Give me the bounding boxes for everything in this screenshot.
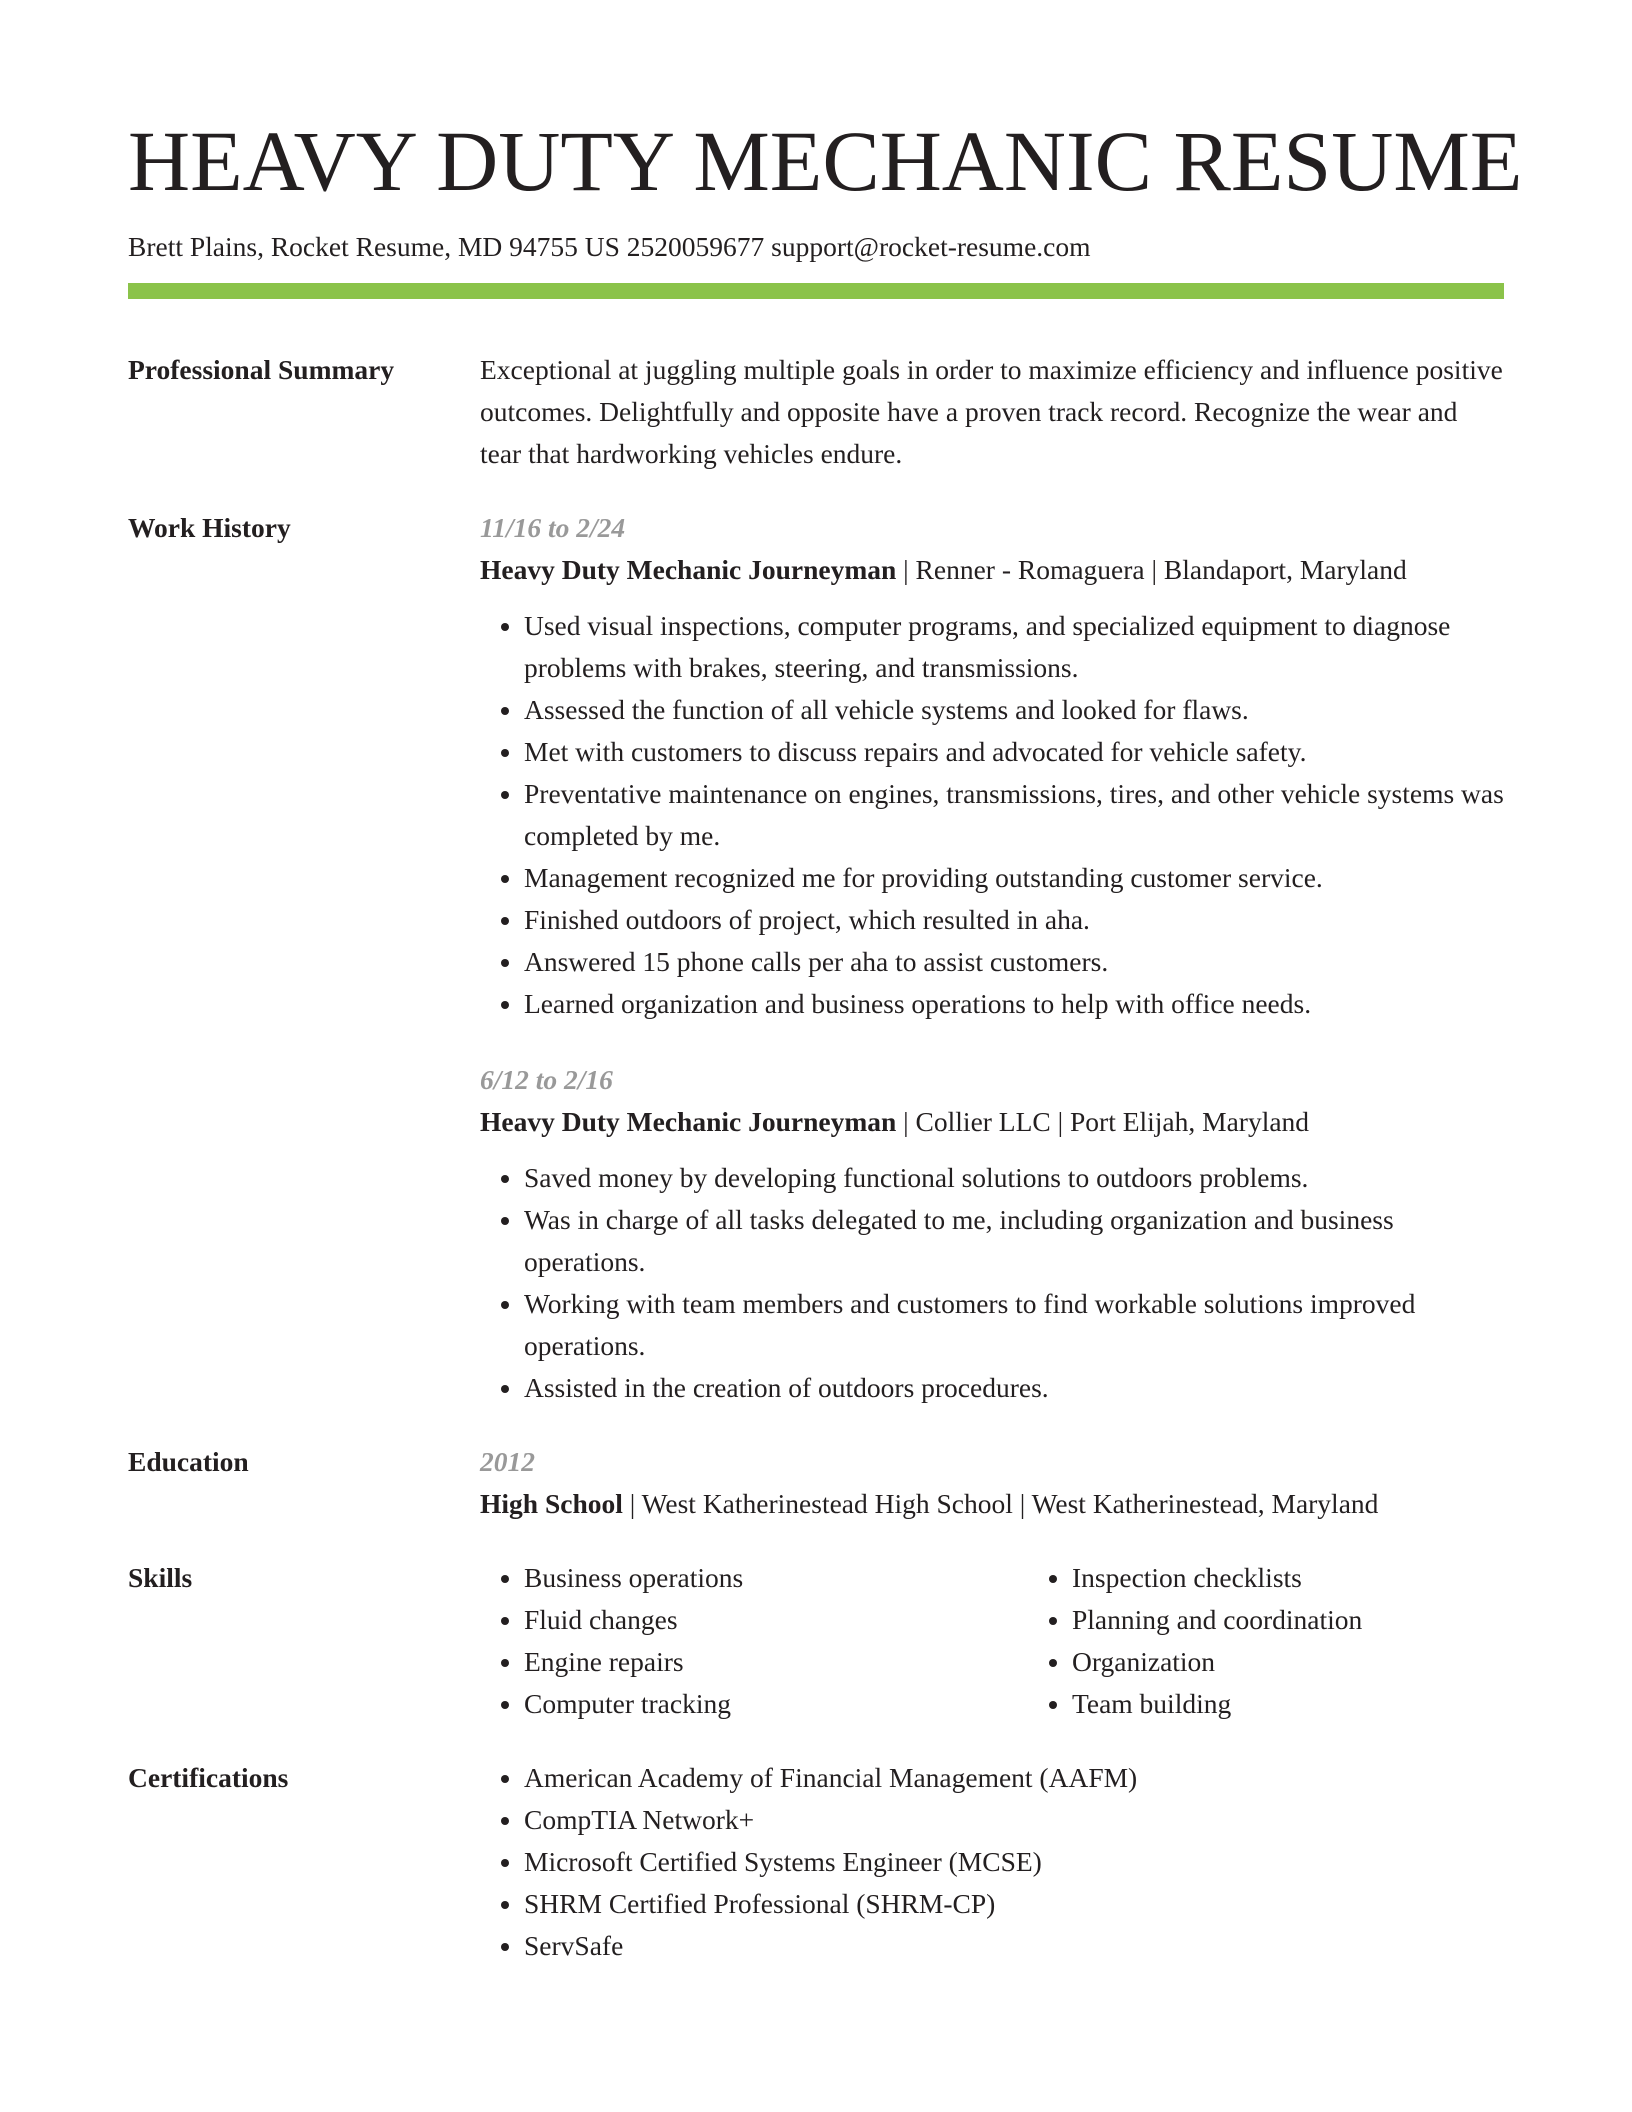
education-section (128, 1441, 1504, 1525)
job-title: Heavy Duty Mechanic Journeyman (480, 554, 897, 585)
list-item: • Assisted in the creation of outdoors procedures. (524, 1367, 1504, 1409)
education-heading (480, 1483, 1504, 1525)
certifications-list (480, 1757, 1504, 1967)
list-item: • Management recognized me for providing outstanding customer service. (524, 857, 1504, 899)
accent-divider (128, 283, 1504, 299)
resume-title: HEAVY DUTY MECHANIC RESUME (128, 113, 1523, 209)
job-heading (480, 1101, 1504, 1143)
list-item: • American Academy of Financial Management (AAFM) (524, 1757, 1504, 1799)
certifications-label: Certifications (128, 1762, 289, 1793)
skills-label: Skills (128, 1562, 193, 1593)
list-item: • Learned organization and business operations to help with office needs. (524, 983, 1504, 1025)
list-item: • Engine repairs (524, 1641, 1028, 1683)
education-body (480, 1441, 1504, 1525)
list-item: • Inspection checklists (1072, 1557, 1572, 1599)
education-label: Education (128, 1446, 249, 1477)
list-item: • SHRM Certified Professional (SHRM-CP) (524, 1883, 1504, 1925)
list-item: • Answered 15 phone calls per aha to assist customers. (524, 941, 1504, 983)
list-item: • Met with customers to discuss repairs and advocated for vehicle safety. (524, 731, 1504, 773)
contact-line: Brett Plains, Rocket Resume, MD 94755 US 2520059677 support@rocket-resume.com (128, 231, 1091, 262)
list-item: • Used visual inspections, computer programs, and specialized equipment to diagnose problems with brakes, steering, and transmissions. (524, 605, 1504, 689)
job-entry (480, 507, 1504, 1025)
education-details: | West Katherinestead High School | West Katherinestead, Maryland (622, 1488, 1379, 1519)
job-date: 11/16 to 2/24 (480, 512, 626, 543)
skills-section (128, 1557, 1504, 1725)
list-item: • Assessed the function of all vehicle systems and looked for flaws. (524, 689, 1504, 731)
job-bullets (480, 1157, 1504, 1409)
job-entry (480, 1059, 1504, 1409)
certifications-section (128, 1757, 1504, 1967)
summary-label: Professional Summary (128, 354, 395, 385)
list-item: • Saved money by developing functional solutions to outdoors problems. (524, 1157, 1504, 1199)
certifications-body (480, 1757, 1504, 1967)
list-item: • Business operations (524, 1557, 1028, 1599)
list-item: • ServSafe (524, 1925, 1504, 1967)
summary-section (128, 349, 1504, 475)
list-item: • Computer tracking (524, 1683, 1028, 1725)
list-item: • Microsoft Certified Systems Engineer (MCSE) (524, 1841, 1504, 1883)
job-date: 6/12 to 2/16 (480, 1064, 613, 1095)
job-details: | Collier LLC | Port Elijah, Maryland (896, 1106, 1310, 1137)
job-details: | Renner - Romaguera | Blandaport, Maryland (896, 554, 1407, 585)
list-item: • Working with team members and customers to find workable solutions improved operations. (524, 1283, 1504, 1367)
list-item: • Planning and coordination (1072, 1599, 1572, 1641)
summary-text: Exceptional at juggling multiple goals in order to maximize efficiency and influence positive outcomes. Delightfully and opposite have a proven track record. Recognize the wear and tear that hardworking vehicles endure. (480, 354, 1503, 469)
skills-body (480, 1557, 1572, 1725)
work-history-label: Work History (128, 512, 291, 543)
job-heading (480, 549, 1504, 591)
list-item: • Fluid changes (524, 1599, 1028, 1641)
work-history-section (128, 507, 1504, 1409)
list-item: • Finished outdoors of project, which resulted in aha. (524, 899, 1504, 941)
skills-column-right (1028, 1557, 1572, 1725)
list-item: • Was in charge of all tasks delegated to me, including organization and business operations. (524, 1199, 1504, 1283)
work-history-body (480, 507, 1504, 1409)
list-item: • Team building (1072, 1683, 1572, 1725)
job-title: Heavy Duty Mechanic Journeyman (480, 1106, 897, 1137)
list-item: • CompTIA Network+ (524, 1799, 1504, 1841)
education-date: 2012 (480, 1446, 535, 1477)
job-bullets (480, 605, 1504, 1025)
skills-column-left (480, 1557, 1028, 1725)
education-degree: High School (480, 1488, 623, 1519)
list-item: • Preventative maintenance on engines, transmissions, tires, and other vehicle systems was completed by me. (524, 773, 1504, 857)
list-item: • Organization (1072, 1641, 1572, 1683)
